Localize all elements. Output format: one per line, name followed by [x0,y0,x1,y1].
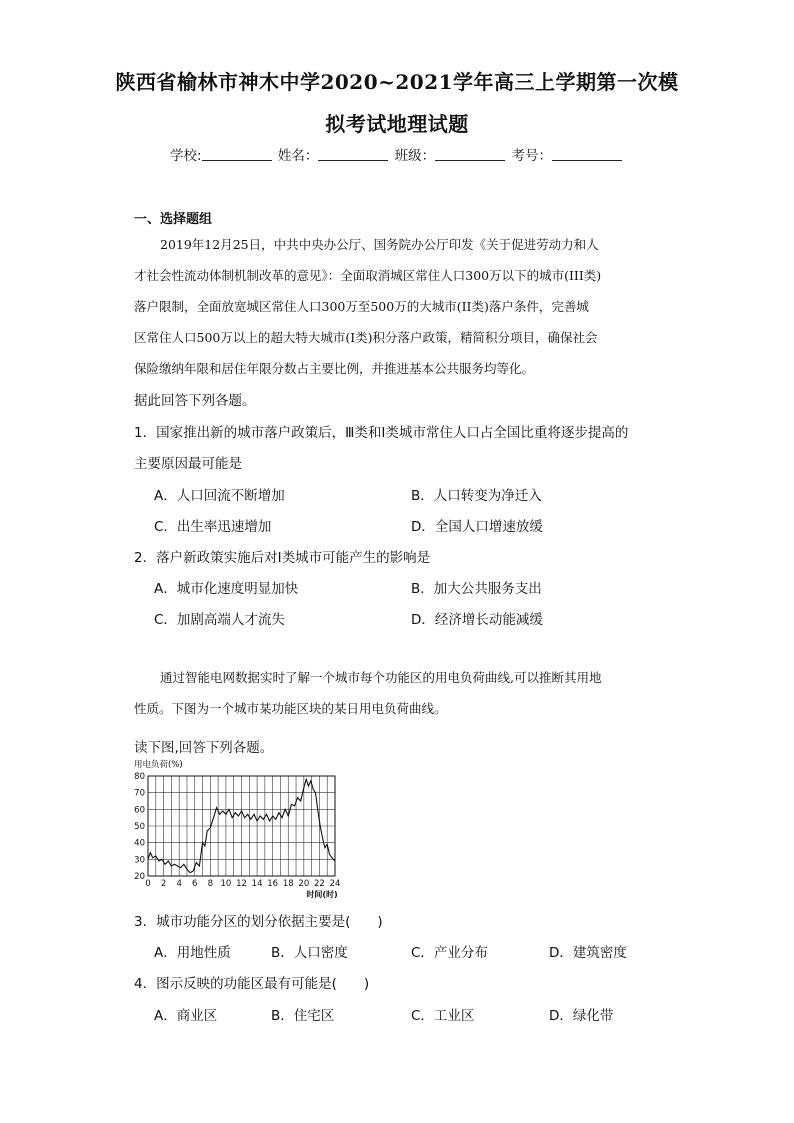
q3-option-a[interactable]: A．用地性质 [154,945,231,961]
chart-x-ticks [145,879,340,889]
q4-stem: 4．图示反映的功能区最有可能是( ) [134,976,370,992]
chart-y-tick-label: 80 [134,772,145,782]
q4-option-a[interactable]: A．商业区 [154,1008,218,1024]
passage-1-line: 才社会性流动体制机制改革的意见》：全面取消城区常住人口300万以下的城市(III类) [134,268,602,283]
q1-stem-cont: 主要原因最可能是 [134,456,242,472]
q1-option-a[interactable]: A．人口回流不断增加 [154,488,285,504]
class-blank[interactable] [435,147,505,161]
q2-option-d[interactable]: D．经济增长动能减缓 [411,612,543,628]
chart-x-tick-label: 10 [220,879,232,889]
chart-x-tick-label: 8 [207,879,214,889]
load-curve-chart [128,756,348,902]
passage-1 [134,229,662,384]
name-blank[interactable] [318,147,388,161]
q1-option-b[interactable]: B．人口转变为净迁入 [411,488,542,504]
q2-option-b[interactable]: B．加大公共服务支出 [411,581,542,597]
chart-x-tick-label: 18 [282,879,294,889]
title-line2: 拟考试地理试题 [325,112,469,136]
chart-y-tick-label: 20 [134,872,145,882]
q3-option-c[interactable]: C．产业分布 [411,945,488,961]
group1-prompt: 据此回答下列各题。 [134,393,256,409]
q1-stem: 1．国家推出新的城市落户政策后，Ⅲ类和Ⅰ类城市常住人口占全国比重将逐步提高的 [134,425,629,441]
school-label: 学校: [170,148,202,164]
q2-option-c[interactable]: C．加剧高端人才流失 [154,612,285,628]
chart-x-tick-label: 12 [236,879,247,889]
chart-x-tick-label: 6 [192,879,198,889]
q4-option-c[interactable]: C．工业区 [411,1008,475,1024]
chart-x-axis-label: 时间(时) [306,890,338,899]
chart-y-tick-label: 30 [134,855,145,866]
chart-y-tick-label: 40 [134,838,145,849]
passage-1-line: 落户限制，全面放宽城区常住人口300万至500万的大城市(II类)落户条件，完善城 [134,299,589,314]
chart-x-tick-label: 22 [314,879,325,889]
class-label: 班级： [394,148,436,164]
q1-option-d[interactable]: D．全国人口增速放缓 [411,519,543,535]
section-title: 一、选择题组 [134,212,213,227]
chart-x-tick-label: 4 [176,879,182,889]
school-blank[interactable] [202,147,272,161]
chart-grid [148,776,335,876]
group2-prompt: 读下图,回答下列各题。 [134,740,274,756]
student-info-row [0,144,794,164]
q4-option-b[interactable]: B．住宅区 [271,1008,335,1024]
passage-2 [134,662,662,724]
passage-2-line: 通过智能电网数据实时了解一个城市每个功能区的用电负荷曲线,可以推断其用地 [160,670,602,685]
chart-x-tick-label: 0 [145,879,151,889]
q3-option-b[interactable]: B．人口密度 [271,945,348,961]
q4-option-d[interactable]: D．绿化带 [549,1008,614,1024]
passage-1-line: 保险缴纳年限和居住年限分数占主要比例，并推进基本公共服务均等化。 [134,361,535,376]
chart-x-tick-label: 16 [267,879,279,889]
chart-x-tick-label: 20 [298,879,310,889]
chart-x-tick-label: 2 [160,879,167,889]
passage-1-line: 2019年12月25日，中共中央办公厅、国务院办公厅印发《关于促进劳动力和人 [160,237,599,252]
chart-y-tick-label: 50 [134,822,145,832]
q3-stem: 3．城市功能分区的划分依据主要是( ) [134,914,383,930]
q3-option-d[interactable]: D．建筑密度 [549,945,627,961]
chart-x-tick-label: 24 [329,879,341,889]
chart-y-tick-label: 70 [134,788,145,799]
chart-y-tick-label: 60 [134,805,145,816]
number-label: 考号： [511,148,552,164]
passage-2-line: 性质。下图为一个城市某功能区块的某日用电负荷曲线。 [134,701,447,716]
name-label: 姓名： [277,148,319,164]
title-line1: 陕西省榆林市神木中学2020~2021学年高三上学期第一次模 [115,70,679,94]
chart-x-tick-label: 14 [251,879,263,889]
chart-y-axis-label: 用电负荷(%) [134,760,183,770]
q2-option-a[interactable]: A．城市化速度明显加快 [154,581,299,597]
q2-stem: 2．落户新政策实施后对Ⅰ类城市可能产生的影响是 [134,550,431,566]
q1-option-c[interactable]: C．出生率迅速增加 [154,519,272,535]
passage-1-line: 区常住人口500万以上的超大特大城市(I类)积分落户政策，精简积分项目，确保社会 [134,330,598,345]
chart-y-ticks [134,772,145,882]
number-blank[interactable] [552,147,622,161]
